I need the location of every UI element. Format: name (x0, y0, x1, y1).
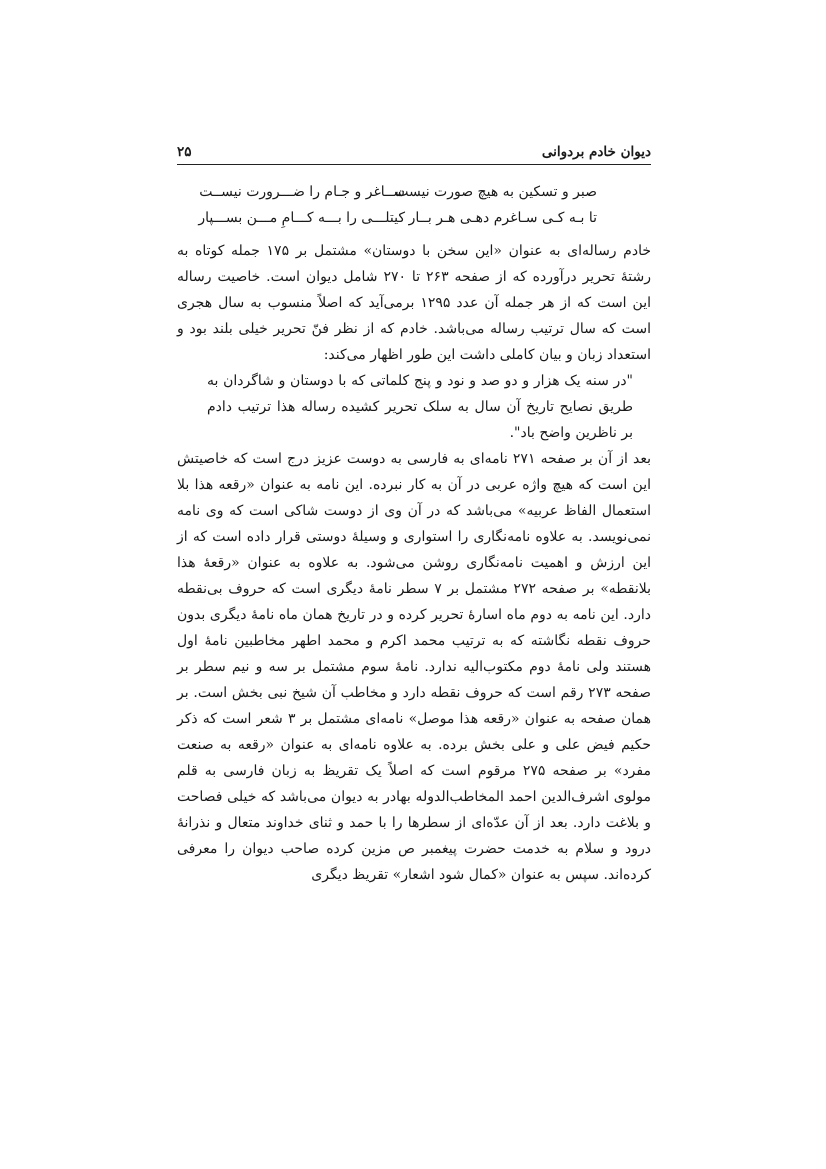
verse-second-hemistich: ســاغر و جـام را ضـــرورت نیســت (199, 184, 405, 200)
verse-line (177, 184, 651, 210)
verse-first-hemistich: صبر و تسکین به هیچ صورت نیست (395, 184, 597, 200)
page-number: ۲۵ (177, 144, 192, 160)
poem-verses (177, 184, 651, 236)
page-header (177, 142, 651, 165)
verse-second-hemistich: کیتلـــی را بـــه کـــامِ مـــن بســـپار (198, 210, 405, 226)
body-text (177, 238, 651, 888)
running-title: دیوان خادم بردوانی (541, 144, 651, 160)
block-quote: "در سنه یک هزار و دو صد و نود و پنج کلماتی که با دوستان و شاگردان به طریق نصایح تاریخ آن سال به سلک تحریر کشیده رساله هذا ترتیب دادم بر ناظرین واضح باد". (207, 373, 633, 441)
paragraph: خادم رساله‌ای به عنوان «این سخن با دوستان» مشتمل بر ۱۷۵ جمله کوتاه به رشتۀ تحریر درآورده که از صفحه ۲۶۳ تا ۲۷۰ شامل دیوان است. خاصیت رساله این است که از هر جمله آن عدد ۱۲۹۵ برمی‌آید که اصلاً منسوب به سال هجری است که سال ترتیب رساله می‌باشد. خادم که از نظر فنّ تحریر خیلی بلند بود و استعداد زبان و بیان کاملی داشت این طور اظهار می‌کند: (177, 243, 652, 363)
verse-line (177, 210, 651, 236)
paragraph: بعد از آن بر صفحه ۲۷۱ نامه‌ای به فارسی به دوست عزیز درج است که خاصیتش این است که هیچ واژه عربی در آن به کار نبرده. این نامه به عنوان «رقعه هذا بلا استعمال الفاظ عربیه» می‌باشد که در آن وی از دوست شاکی است که وی نامه نمی‌نویسد. به علاوه نامه‌نگاری را استواری و وسیلۀ دوستی قرار داده است که از این ارزش و اهمیت نامه‌نگاری روشن می‌شود. به علاوه به عنوان «رقعۀ هذا بلانقطه» بر صفحه ۲۷۲ مشتمل بر ۷ سطر نامۀ دیگری است که حروف بی‌نقطه دارد. این نامه به دوم ماه اسارهٔ تحریر کرده و در تاریخ همان ماه نامۀ دیگری بدون حروف نقطه نگاشته که به ترتیب محمد اکرم و محمد اطهر مخاطبین نامۀ اول هستند ولی نامۀ دوم مکتوب‌الیه ندارد. نامۀ سوم مشتمل بر سه و نیم سطر بر صفحه ۲۷۳ رقم است که حروف نقطه دارد و مخاطب آن شیخ نبی بخش است. بر همان صفحه به عنوان «رقعه هذا موصل» نامه‌ای مشتمل بر ۳ شعر است که ذکر حکیم فیض علی و علی بخش برده. به علاوه نامه‌ای به عنوان «رقعه به صنعت مفرد» بر صفحه ۲۷۵ مرقوم است که اصلاً یک تقریظ به زبان فارسی به قلم مولوی اشرف‌الدین احمد المخاطب‌الدوله بهادر به دیوان می‌باشد که خیلی فصاحت و بلاغت دارد. بعد از آن عدّه‌ای از سطرها را با حمد و ثنای خداوند متعال و نذرانۀ درود و سلام به خدمت حضرت پیغمبر ص مزین کرده صاحب دیوان را معرفی کرده‌اند. سپس به عنوان «کمال شود اشعار» تقریظ دیگری (177, 451, 652, 883)
verse-first-hemistich: تا بـه کـی سـاغرم دهـی هـر بــار (408, 210, 597, 226)
